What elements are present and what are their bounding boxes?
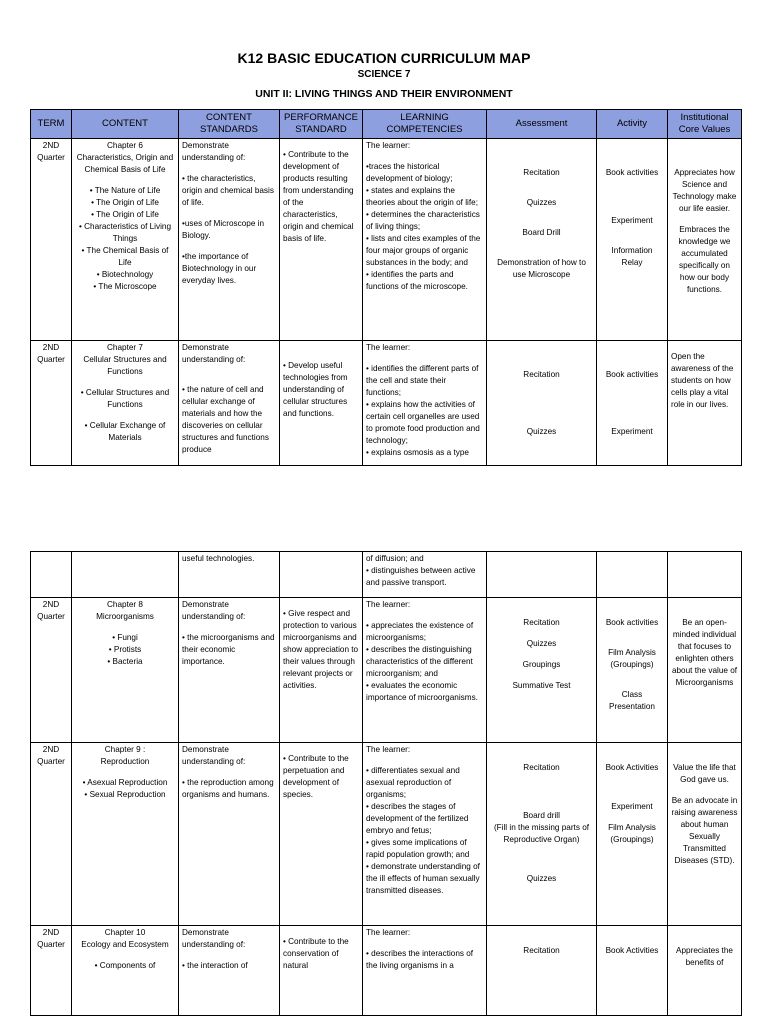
cell-line [490,179,593,188]
term-cell [31,743,72,926]
cell-line: • The Microscope [93,282,157,291]
cell-line: Chapter 10 [104,928,146,937]
cell-line: of diffusion; and [366,554,424,563]
cell-line: Book Activities [605,763,659,772]
cell-line [600,158,664,167]
cell-line [671,140,738,149]
cell-line [600,408,664,417]
cell-line: • Biotechnology [96,270,154,279]
cell-line: The learner: [366,600,411,609]
cell-line: • Characteristics of Living Things [78,222,172,243]
cell-line: Demonstrate understanding of: [182,141,246,162]
cell-line: Summative Test [512,681,571,690]
cell-line: Recitation [523,168,560,177]
cell-line: • identifies the parts and functions of the microscope. [366,270,468,291]
cell-line [490,936,593,945]
cell-line [283,744,359,753]
cell-line [182,164,276,173]
cell-line [600,671,664,680]
core-values-cell [668,552,742,598]
activity-cell [597,139,668,341]
col-header-content: CONTENT [72,110,179,139]
cell-line: Open the awareness of the students on how cells play a vital role in our lives. [671,352,734,409]
cell-line [600,927,664,936]
cell-line [600,774,664,783]
cell-line: Book activities [605,618,659,627]
content-cell [72,926,179,1016]
cell-line [490,846,593,855]
term-cell [31,598,72,743]
cell-line: • differentiates sexual and asexual reproduction of organisms; [366,766,460,799]
cell-line: Demonstrate understanding of: [182,928,246,949]
core-values-cell [668,598,742,743]
cell-line [600,140,664,149]
term-cell [31,552,72,598]
cell-line: • describes the interactions of the living organisms in a [366,949,474,970]
cell-line: Experiment [611,216,653,225]
cell-line: • explains osmosis as a type [366,448,469,457]
cell-line: Information Relay [611,246,653,267]
cell-line [283,927,359,936]
cell-line [671,342,738,351]
cell-line: Demonstrate understanding of: [182,343,246,364]
cell-line [600,608,664,617]
cell-line [283,342,359,351]
cell-line [600,553,664,562]
cell-line: Experiment [611,802,653,811]
cell-line [75,951,175,960]
cell-line: • the nature of cell and cellular exchange of materials and how the discoveries on cellular structures and functions produce [182,385,269,454]
cell-line [75,623,175,632]
cell-line [490,188,593,197]
cell-line: Reproduction [100,757,150,766]
cell-line [600,149,664,158]
cell-line [283,351,359,360]
content-cell [72,341,179,466]
cell-line: • gives some implications of rapid population growth; and [366,838,470,859]
cell-line: 2ND Quarter [37,928,65,949]
unit-title: UNIT II: LIVING THINGS AND THEIR ENVIRONMENT [255,88,513,100]
cell-line: • Asexual Reproduction [82,778,168,787]
competencies-cell [363,743,487,926]
cell-line [600,381,664,390]
content-cell [72,139,179,341]
cell-line [490,158,593,167]
content-cell [72,598,179,743]
cell-line: Book activities [605,168,659,177]
cell-line: Film Analysis (Groupings) [608,648,656,669]
competencies-cell [363,926,487,1016]
cell-line [182,366,276,375]
col-header-core-values: Institutional Core Values [668,110,742,139]
cell-line: Be an advocate in raising awareness about human Sexually Transmitted Diseases (STD). [671,796,738,865]
cell-line [671,599,738,608]
cell-line: • identifies the different parts of the cell and state their functions; [366,364,479,397]
cell-line: 2ND Quarter [37,600,65,621]
cell-line: • the reproduction among organisms and humans. [182,778,274,799]
content-standards-cell [179,743,280,926]
cell-line [600,342,664,351]
cell-line [366,939,483,948]
table-row [31,341,742,466]
content-standards-cell [179,341,280,466]
cell-line: • Contribute to the development of products resulting from understanding of the characteristics, origin and chemical basis of life. [283,150,354,243]
cell-line [182,951,276,960]
cell-line: •uses of Microscope in Biology. [182,219,265,240]
cell-line: • explains how the activities of certain cell organelles are used to promote food production and technology; [366,400,480,445]
cell-line [490,650,593,659]
cell-line [600,390,664,399]
cell-line [600,744,664,753]
col-header-term: TERM [31,110,72,139]
assessment-cell [487,926,597,1016]
cell-line [600,399,664,408]
cell-line [671,936,738,945]
cell-line: • states and explains the theories about the origin of life; [366,186,478,207]
core-values-cell [668,139,742,341]
cell-line [490,239,593,248]
cell-line: Value the life that God gave us. [673,763,736,784]
cell-line: Cellular Structures and Functions [83,355,167,376]
cell-line [490,753,593,762]
cell-line: Appreciates how Science and Technology make our life easier. [672,168,737,213]
activity-cell [597,341,668,466]
cell-line [490,360,593,369]
cell-line [366,756,483,765]
cell-line: Recitation [523,370,560,379]
assessment-cell [487,552,597,598]
cell-line [600,753,664,762]
cell-line [600,351,664,360]
cell-line: • The Origin of Life [91,198,159,207]
assessment-cell [487,341,597,466]
competencies-cell [363,552,487,598]
cell-line: Microorganisms [96,612,154,621]
cell-line [490,248,593,257]
performance-standard-cell [280,341,363,466]
cell-line: Recitation [523,763,560,772]
cell-line: Chapter 6 [107,141,143,150]
cell-line: Recitation [523,618,560,627]
curriculum-table-part-1 [30,109,742,466]
cell-line: • describes the distinguishing characteristics of the different microorganism; and [366,645,473,678]
performance-standard-cell [280,552,363,598]
cell-line [600,206,664,215]
performance-standard-cell [280,743,363,926]
cell-line [490,381,593,390]
activity-cell [597,926,668,1016]
cell-line: Demonstrate understanding of: [182,600,246,621]
content-standards-cell [179,598,280,743]
cell-line [490,209,593,218]
cell-line [75,768,175,777]
cell-line: • Contribute to the conservation of natural [283,937,349,970]
cell-line [490,599,593,608]
cell-line: Quizzes [526,198,557,207]
cell-line: • evaluates the economic importance of microorganisms. [366,681,478,702]
cell-line: • describes the stages of development of the fertilized embryo and fetus; [366,802,469,835]
cell-line [75,411,175,420]
assessment-cell [487,743,597,926]
cell-line [490,408,593,417]
cell-line [600,360,664,369]
cell-line [283,553,359,562]
performance-standard-cell [280,139,363,341]
cell-line [600,792,664,801]
cell-line [671,927,738,936]
cell-line [490,783,593,792]
cell-line: useful technologies. [182,554,255,563]
cell-line: • Protists [108,645,142,654]
cell-line [600,599,664,608]
cell-line [75,378,175,387]
col-header-performance-standard: PERFORMANCE STANDARD [280,110,363,139]
activity-cell [597,598,668,743]
cell-line: Book Activities [605,946,659,955]
cell-line [366,354,483,363]
cell-line: • demonstrate understanding of the ill effects of human sexually transmitted diseases. [366,862,480,895]
cell-line [490,218,593,227]
curriculum-table-part-2 [30,551,742,1016]
cell-line: Chapter 7 [107,343,143,352]
cell-line [490,801,593,810]
cell-line: • lists and cites examples of the four major groups of organic substances in the body; and [366,234,481,267]
cell-line: •traces the historical development of biology; [366,162,453,183]
performance-standard-cell [280,598,363,743]
cell-line [490,417,593,426]
cell-line: • determines the characteristics of living things; [366,210,480,231]
competencies-cell [363,598,487,743]
cell-line: • appreciates the existence of microorganisms; [366,621,474,642]
table-row [31,926,742,1016]
cell-line: Chapter 9 : [104,745,146,754]
cell-line [490,608,593,617]
cell-line [600,179,664,188]
cell-line: 2ND Quarter [37,343,65,364]
cell-line [283,140,359,149]
cell-line [671,553,738,562]
cell-line [75,176,175,185]
term-cell [31,926,72,1016]
cell-line [75,553,175,562]
cell-line: Film Analysis (Groupings) [608,823,656,844]
cell-line: Board Drill [522,228,561,237]
cell-line: Class Presentation [609,690,655,711]
competencies-cell [363,139,487,341]
assessment-cell [487,139,597,341]
cell-line: The learner: [366,745,411,754]
cell-line: 2ND Quarter [37,141,65,162]
cell-line [600,197,664,206]
cell-line [490,342,593,351]
cell-line: Ecology and Ecosystem [81,940,169,949]
col-header-content-standards: CONTENT STANDARDS [179,110,280,139]
cell-line [490,390,593,399]
cell-line [600,236,664,245]
cell-line: The learner: [366,343,411,352]
cell-line: Appreciates the benefits of [676,946,733,967]
cell-line [600,227,664,236]
cell-line [490,855,593,864]
cell-line [182,209,276,218]
cell-line [600,783,664,792]
page-title: K12 BASIC EDUCATION CURRICULUM MAP [237,50,531,66]
cell-line: • Fungi [112,633,138,642]
cell-line [182,768,276,777]
cell-line: •the importance of Biotechnology in our everyday lives. [182,252,257,285]
cell-line: Characteristics, Origin and Chemical Basis of Life [76,153,174,174]
cell-line: Quizzes [526,639,557,648]
cell-line: • Components of [94,961,156,970]
cell-line: • Cellular Structures and Functions [80,388,170,409]
cell-line [671,753,738,762]
cell-line: • Develop useful technologies from understanding of cellular structures and functions. [283,361,348,418]
cell-line: • Bacteria [107,657,143,666]
cell-line [671,158,738,167]
col-header-assessment: Assessment [487,110,597,139]
cell-line [490,553,593,562]
cell-line [182,623,276,632]
cell-line: Book activities [605,370,659,379]
cell-line [490,774,593,783]
cell-line [671,786,738,795]
cell-line: Experiment [611,427,653,436]
assessment-cell [487,598,597,743]
cell-line: • the interaction of [182,961,248,970]
cell-line [600,813,664,822]
cell-line: Be an open-minded individual that focuses to enlighten others about the value of Microorganisms [671,618,738,687]
content-standards-cell [179,552,280,598]
cell-line: Demonstration of how to use Microscope [497,258,586,279]
cell-line [490,671,593,680]
cell-line [490,927,593,936]
cell-line: Recitation [523,946,560,955]
performance-standard-cell [280,926,363,1016]
cell-line [671,215,738,224]
cell-line: • the microorganisms and their economic importance. [182,633,275,666]
cell-line [600,936,664,945]
cell-line: • Contribute to the perpetuation and development of species. [283,754,349,799]
cell-line [600,417,664,426]
cell-line: The learner: [366,928,411,937]
cell-line [600,638,664,647]
content-cell [72,743,179,926]
cell-line: • distinguishes between active and passive transport. [366,566,476,587]
cell-line [490,629,593,638]
cell-line [182,242,276,251]
term-cell [31,139,72,341]
cell-line: • The Chemical Basis of Life [81,246,169,267]
cell-line: • Sexual Reproduction [84,790,166,799]
table-row [31,139,742,341]
cell-line [182,375,276,384]
cell-line: • The Nature of Life [89,186,161,195]
cell-line [490,744,593,753]
col-header-activity: Activity [597,110,668,139]
cell-line [600,680,664,689]
cell-line: Quizzes [526,874,557,883]
cell-line: • the characteristics, origin and chemical basis of life. [182,174,274,207]
cell-line [490,149,593,158]
term-cell [31,341,72,466]
cell-line [671,149,738,158]
cell-line: (Fill in the missing parts of Reproductive Organ) [493,823,590,844]
cell-line [490,792,593,801]
cell-line [600,629,664,638]
cell-line: The learner: [366,141,411,150]
table-row [31,598,742,743]
cell-line [671,608,738,617]
cell-line [34,553,68,562]
content-standards-cell [179,926,280,1016]
cell-line: Board drill [523,811,560,820]
cell-line: Embraces the knowledge we accumulated specifically on how our body functions. [678,225,731,294]
cell-line: • Cellular Exchange of Materials [84,421,166,442]
cell-line: 2ND Quarter [37,745,65,766]
cell-line [490,864,593,873]
cell-line [283,599,359,608]
content-cell [72,552,179,598]
activity-cell [597,552,668,598]
cell-line: Chapter 8 [107,600,143,609]
cell-line: Demonstrate understanding of: [182,745,246,766]
cell-line: • Give respect and protection to various microorganisms and show appreciation to their values through relevant projects or activities. [283,609,359,690]
cell-line [366,152,483,161]
cell-line [490,140,593,149]
cell-line: Groupings [522,660,561,669]
core-values-cell [668,341,742,466]
cell-line [490,399,593,408]
cell-line [671,744,738,753]
cell-line [490,351,593,360]
cell-line [600,188,664,197]
table-row [31,743,742,926]
cell-line: Quizzes [526,427,557,436]
activity-cell [597,743,668,926]
table-row [31,552,742,598]
cell-line: • The Origin of Life [91,210,159,219]
col-header-learning-competencies: LEARNING COMPETENCIES [363,110,487,139]
core-values-cell [668,743,742,926]
cell-line [366,611,483,620]
competencies-cell [363,341,487,466]
content-standards-cell [179,139,280,341]
core-values-cell [668,926,742,1016]
subject-title: SCIENCE 7 [357,69,411,80]
